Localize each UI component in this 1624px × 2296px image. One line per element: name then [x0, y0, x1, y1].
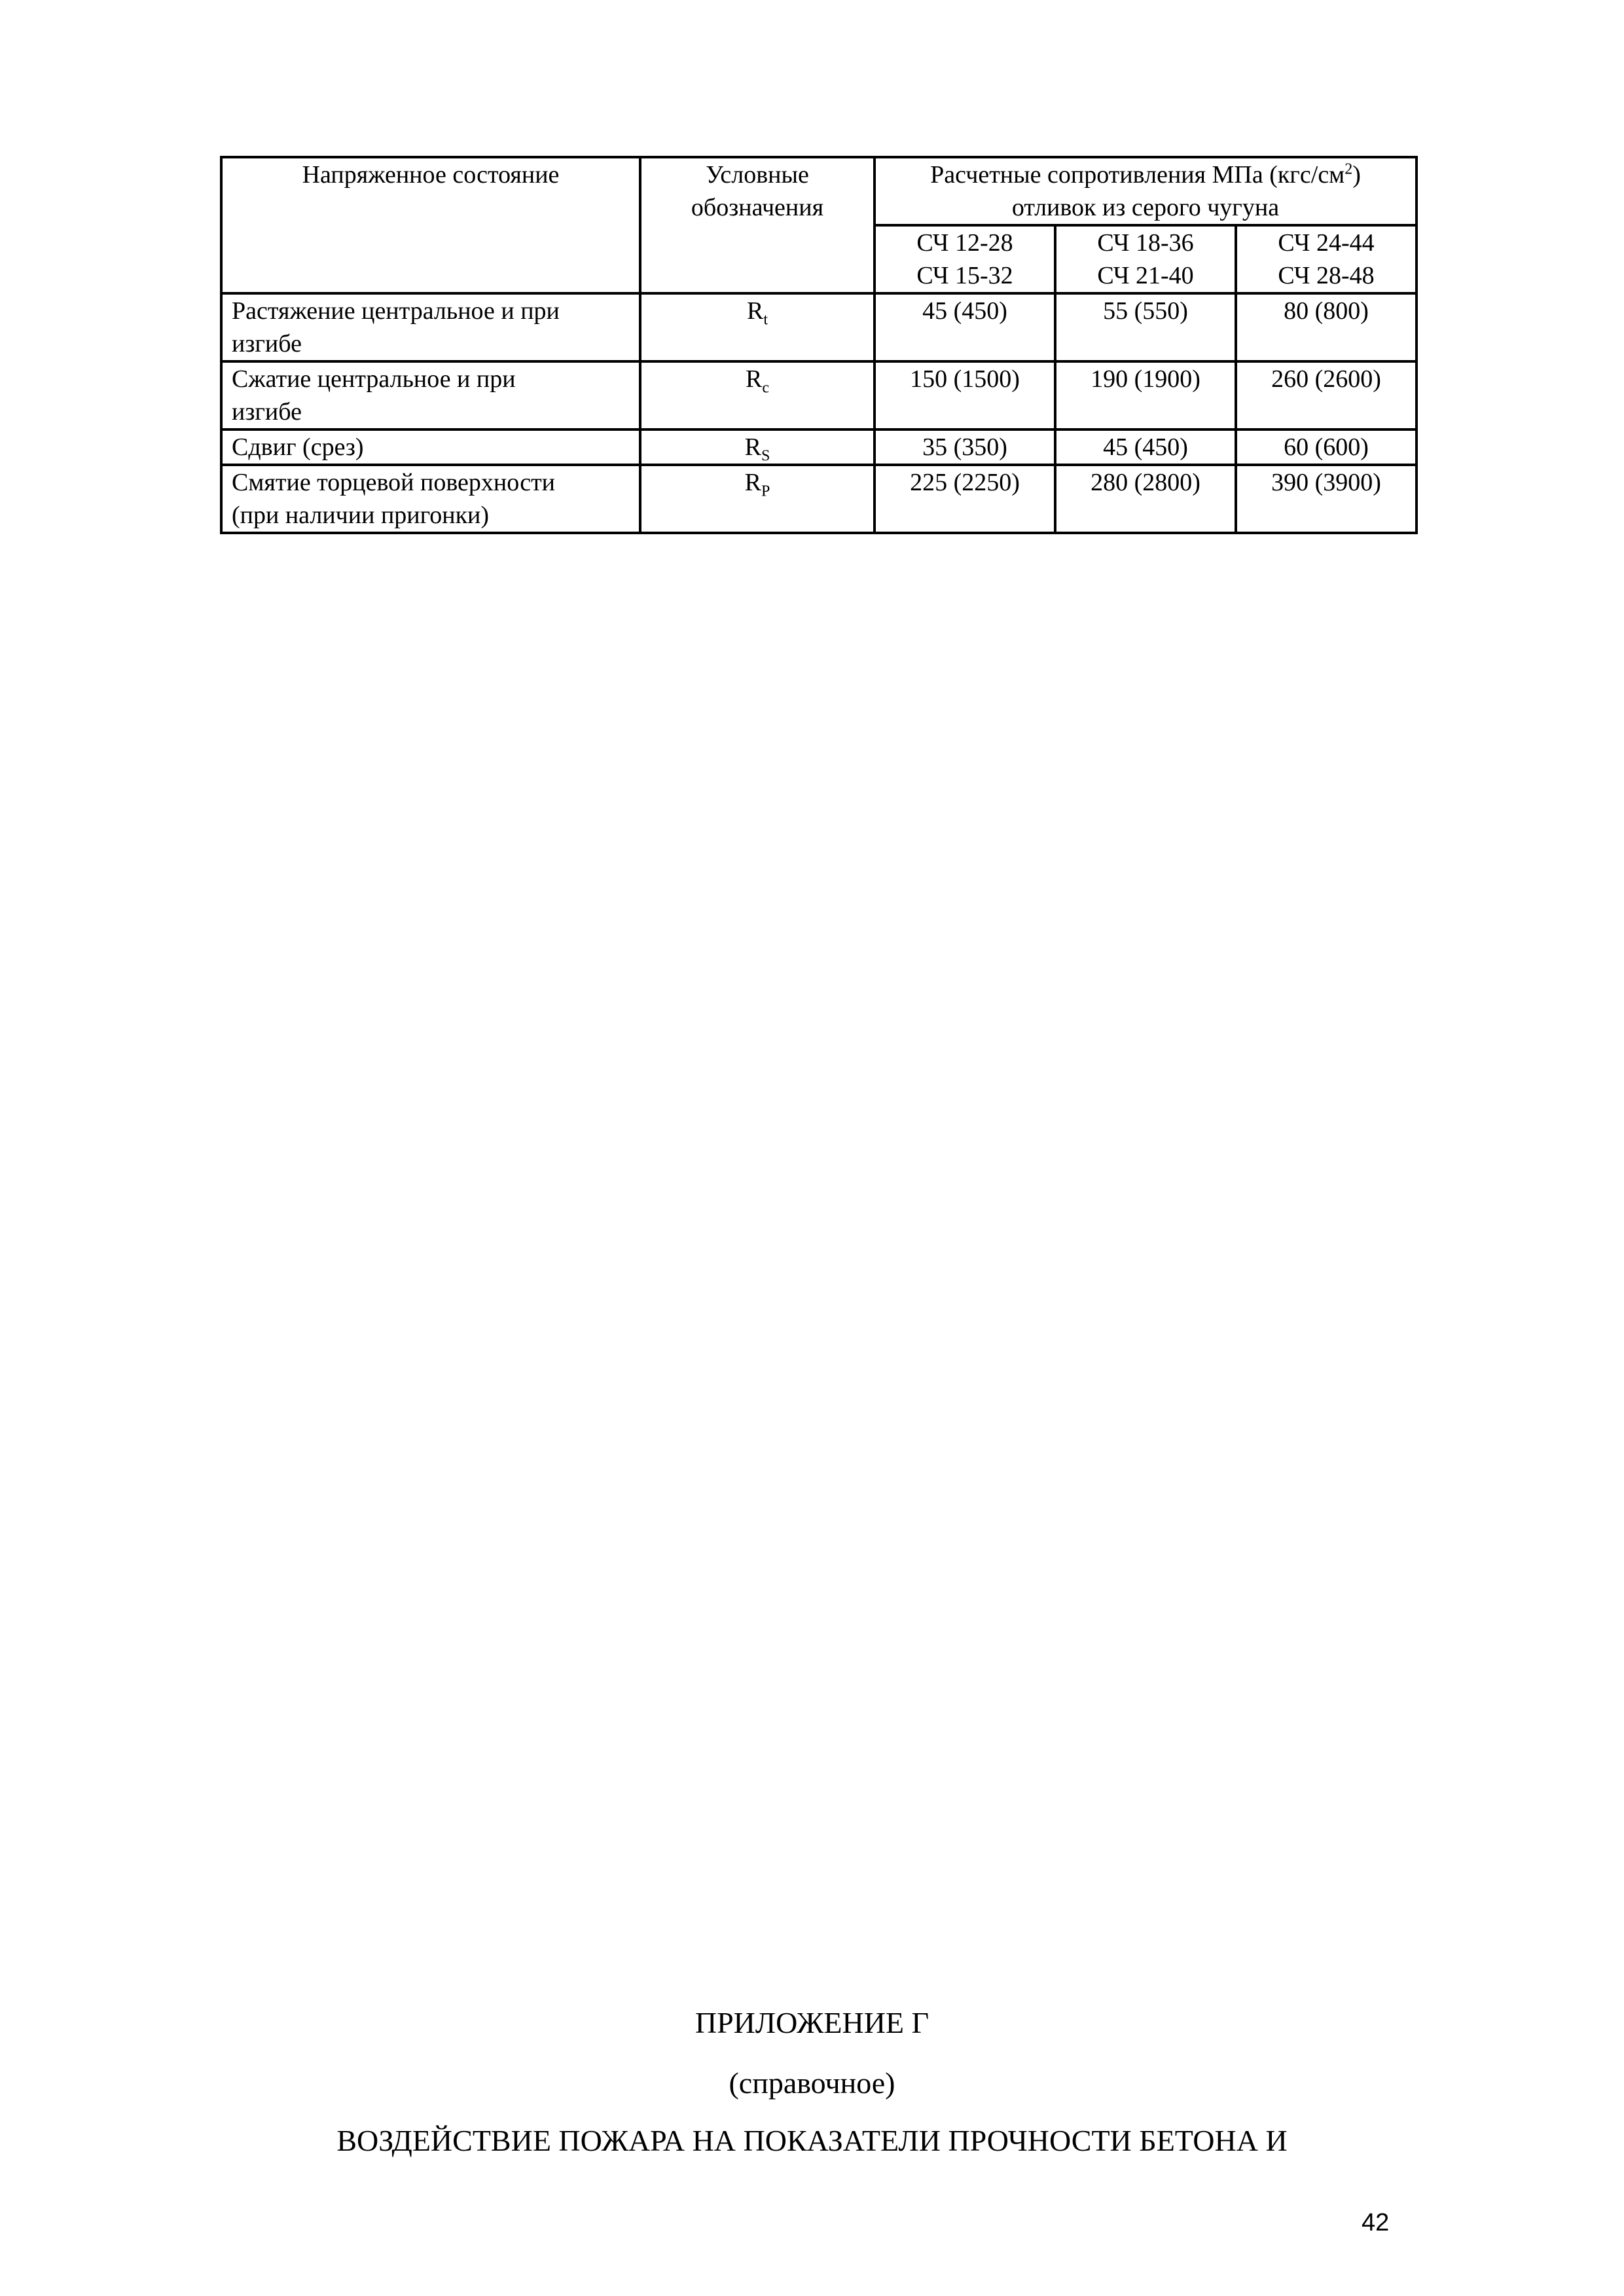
header-symbols [640, 157, 875, 293]
table-row [221, 429, 1416, 465]
header-grade-1: СЧ 12-28 СЧ 15-32 [875, 225, 1055, 293]
cell-value: 45 (450) [875, 293, 1055, 361]
appendix-subtitle: (справочное) [729, 2066, 895, 2100]
header-stress-state: Напряженное состояние [221, 157, 640, 293]
header-symbols-line1: Условные [706, 161, 809, 189]
header-symbols-line2: обозначения [691, 194, 824, 221]
cell-state: Смятие торцевой поверхности (при наличии пригонки) [221, 465, 640, 533]
cell-value: 225 (2250) [875, 465, 1055, 533]
header-design-resistance [875, 157, 1416, 225]
appendix-title: ПРИЛОЖЕНИЕ Г [695, 2006, 929, 2039]
cell-state: Сжатие центральное и при изгибе [221, 361, 640, 429]
cell-value: 80 (800) [1236, 293, 1416, 361]
header-grade-2: СЧ 18-36 СЧ 21-40 [1055, 225, 1236, 293]
cell-value: 260 (2600) [1236, 361, 1416, 429]
table-row [221, 293, 1416, 361]
cell-value: 280 (2800) [1055, 465, 1236, 533]
cell-state: Растяжение центральное и при изгибе [221, 293, 640, 361]
cell-value: 55 (550) [1055, 293, 1236, 361]
cell-symbol: $R_P$ [640, 465, 875, 533]
cell-value: 45 (450) [1055, 429, 1236, 465]
cell-value: 390 (3900) [1236, 465, 1416, 533]
header-resistance-sup: 2 [1344, 160, 1353, 178]
cell-symbol: $R_S$ [640, 429, 875, 465]
cell-value: 190 (1900) [1055, 361, 1236, 429]
page-number: 42 [1362, 2209, 1390, 2236]
cell-value: 35 (350) [875, 429, 1055, 465]
cast-iron-resistance-table [220, 156, 1418, 534]
header-resistance-line1: Расчетные сопротивления МПа $(кгс/см^2)$ [930, 160, 1361, 189]
appendix-heading: ВОЗДЕЙСТВИЕ ПОЖАРА НА ПОКАЗАТЕЛИ ПРОЧНОСТИ БЕТОНА И [336, 2124, 1288, 2157]
table-row [221, 465, 1416, 533]
cell-value: 150 (1500) [875, 361, 1055, 429]
header-grade-3: СЧ 24-44 СЧ 28-48 [1236, 225, 1416, 293]
header-resistance-line2: отливок из серого чугуна [1011, 194, 1280, 221]
cell-symbol: $R_t$ [640, 293, 875, 361]
table-row [221, 361, 1416, 429]
cell-value: 60 (600) [1236, 429, 1416, 465]
cell-state: Сдвиг (срез) [221, 429, 640, 465]
cell-symbol: $R_c$ [640, 361, 875, 429]
